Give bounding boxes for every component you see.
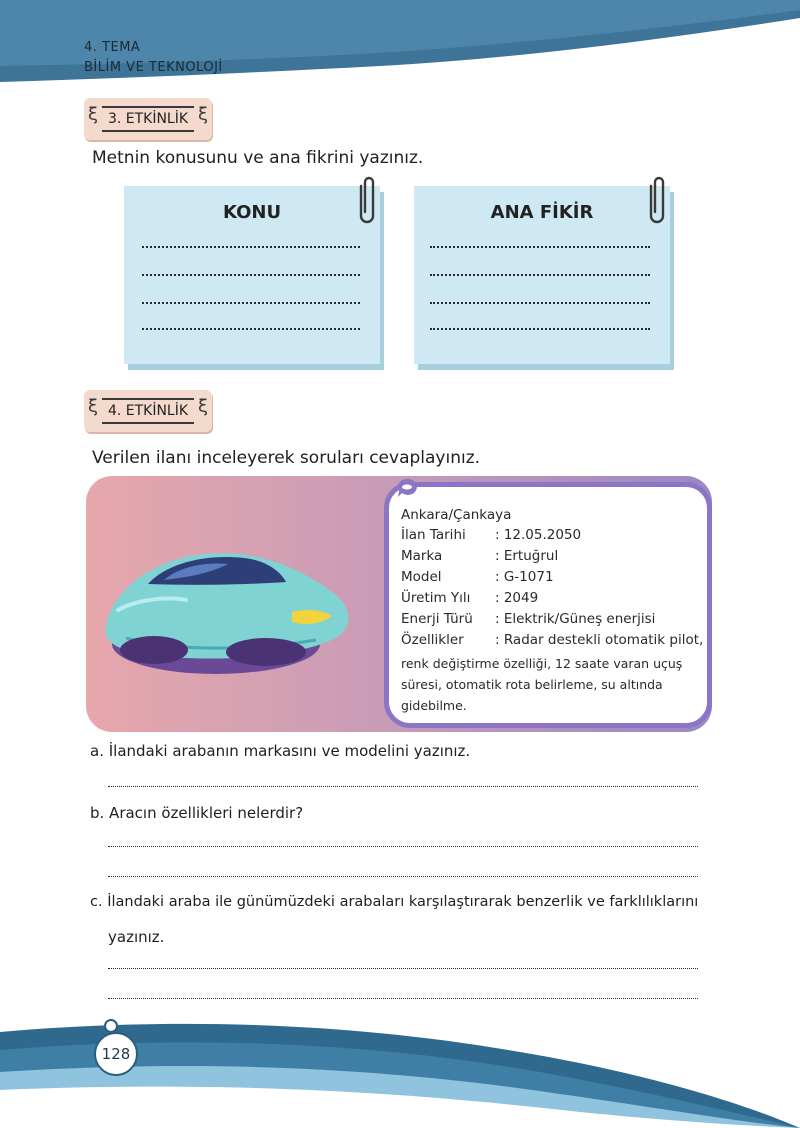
ad-row	[401, 527, 581, 543]
ad-key: Özellikler	[401, 632, 464, 648]
ad-row	[401, 569, 554, 585]
ad-location: Ankara/Çankaya	[401, 507, 512, 523]
activity4-tag	[84, 390, 212, 432]
activity4-instruction: Verilen ilanı inceleyerek soruları cevaplayınız.	[92, 448, 481, 468]
squiggle-left-icon: ξ	[88, 104, 99, 125]
answer-line-c1[interactable]	[108, 968, 698, 969]
answer-line-b1[interactable]	[108, 846, 698, 847]
ad-row	[401, 632, 703, 648]
ana-fikir-line-1[interactable]	[430, 246, 650, 248]
ad-row	[401, 590, 538, 606]
ad-key: Marka	[401, 548, 443, 564]
subject-label: BİLİM VE TEKNOLOJİ	[84, 60, 223, 75]
ad-value: : Elektrik/Güneş enerjisi	[495, 611, 656, 627]
ana-fikir-note	[414, 186, 670, 364]
footer-bubble-icon	[104, 1019, 118, 1033]
konu-line-3[interactable]	[142, 302, 360, 304]
ad-value: : 2049	[495, 590, 539, 606]
ad-content	[389, 487, 707, 723]
konu-line-2[interactable]	[142, 274, 360, 276]
ad-value: : 12.05.2050	[495, 527, 582, 543]
konu-line-4[interactable]	[142, 328, 360, 330]
ad-features-line: gidebilme.	[401, 698, 467, 713]
squiggle-left-icon: ξ	[88, 396, 99, 417]
ad-features-line: renk değiştirme özelliği, 12 saate varan uçuş	[401, 656, 683, 671]
answer-line-a[interactable]	[108, 786, 698, 787]
activity3-tag	[84, 98, 212, 140]
activity4-label: 4. ETKİNLİK	[107, 403, 189, 419]
paperclip-icon	[644, 174, 670, 230]
ad-value: : G-1071	[495, 569, 554, 585]
question-a: a. İlandaki arabanın markasını ve modelini yazınız.	[90, 742, 471, 760]
flying-car-illustration	[96, 540, 356, 690]
squiggle-right-icon: ξ	[197, 396, 208, 417]
ad-key: İlan Tarihi	[401, 527, 466, 543]
ana-fikir-line-3[interactable]	[430, 302, 650, 304]
squiggle-right-icon: ξ	[197, 104, 208, 125]
question-c-cont: yazınız.	[108, 928, 165, 946]
paperclip-icon	[354, 174, 380, 230]
konu-title: KONU	[222, 202, 282, 223]
page-number: 128	[94, 1032, 138, 1076]
ana-fikir-title: ANA FİKİR	[490, 202, 594, 223]
activity3-label: 3. ETKİNLİK	[107, 111, 189, 127]
tema-label: 4. TEMA	[84, 40, 141, 55]
activity3-instruction: Metnin konusunu ve ana fikrini yazınız.	[92, 148, 424, 168]
question-c: c. İlandaki araba ile günümüzdeki arabaları karşılaştırarak benzerlik ve farklılıklarını	[90, 894, 699, 910]
konu-line-1[interactable]	[142, 246, 360, 248]
answer-line-c2[interactable]	[108, 998, 698, 999]
ana-fikir-line-2[interactable]	[430, 274, 650, 276]
question-b: b. Aracın özellikleri nelerdir?	[90, 804, 304, 822]
ad-row	[401, 548, 558, 564]
ad-row	[401, 611, 655, 627]
ad-value: : Ertuğrul	[495, 548, 559, 564]
answer-line-b2[interactable]	[108, 876, 698, 877]
konu-note	[124, 186, 380, 364]
ad-key: Model	[401, 569, 442, 585]
ad-features-line: süresi, otomatik rota belirleme, su altında	[401, 677, 663, 692]
ad-value: : Radar destekli otomatik pilot,	[495, 632, 704, 648]
ana-fikir-line-4[interactable]	[430, 328, 650, 330]
ad-key: Enerji Türü	[401, 611, 473, 627]
ad-key: Üretim Yılı	[401, 590, 471, 606]
